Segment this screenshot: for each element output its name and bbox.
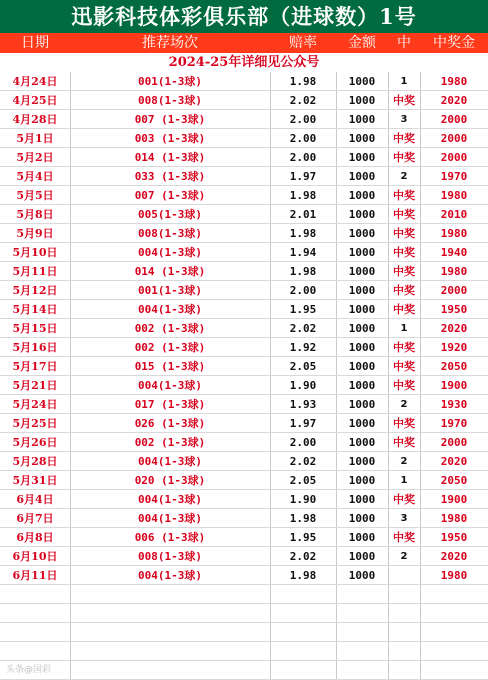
table-row: [0, 414, 488, 433]
cell-prize: 2000: [440, 436, 468, 449]
table-row: [0, 452, 488, 471]
cell-match: 004(1-3球): [138, 569, 202, 582]
header-hit: 中: [397, 35, 411, 51]
cell-prize: 1950: [440, 303, 468, 316]
cell-hit: 中奖: [393, 151, 415, 164]
cell-amount: 1000: [348, 303, 376, 316]
cell-prize: 2000: [440, 113, 468, 126]
cell-amount: 1000: [348, 455, 376, 468]
cell-date: 5月11日: [12, 265, 58, 278]
cell-date: 4月25日: [12, 94, 58, 107]
cell-odds: 2.01: [289, 208, 317, 221]
table-header: [0, 33, 488, 53]
table-row: [0, 72, 488, 91]
cell-match: 003 (1-3球): [134, 132, 206, 145]
cell-date: 5月17日: [12, 360, 58, 373]
cell-odds: 2.02: [289, 550, 317, 563]
cell-match: 002 (1-3球): [134, 341, 206, 354]
cell-odds: 1.95: [289, 531, 317, 544]
cell-prize: 2020: [440, 550, 468, 563]
cell-prize: 1930: [440, 398, 468, 411]
cell-hit: 中奖: [393, 132, 415, 145]
cell-hit: 中奖: [393, 246, 415, 259]
cell-amount: 1000: [348, 436, 376, 449]
cell-amount: 1000: [348, 246, 376, 259]
cell-odds: 1.94: [289, 246, 317, 259]
cell-hit: 2: [400, 551, 408, 562]
cell-prize: 1920: [440, 341, 468, 354]
cell-prize: 2000: [440, 151, 468, 164]
empty-row: [0, 585, 488, 604]
cell-prize: 1980: [440, 227, 468, 240]
subtitle: 2024-25年详细见公众号: [168, 55, 320, 70]
table-row: [0, 262, 488, 281]
cell-odds: 2.02: [289, 322, 317, 335]
cell-odds: 1.93: [289, 398, 317, 411]
table-row: [0, 395, 488, 414]
header-amount: 金额: [348, 35, 376, 51]
cell-odds: 1.95: [289, 303, 317, 316]
table-row: [0, 319, 488, 338]
cell-prize: 2020: [440, 94, 468, 107]
cell-amount: 1000: [348, 474, 376, 487]
cell-amount: 1000: [348, 189, 376, 202]
cell-prize: 2050: [440, 360, 468, 373]
cell-hit: 1: [400, 475, 408, 486]
table-row: [0, 338, 488, 357]
cell-prize: 2010: [440, 208, 468, 221]
cell-match: 004(1-3球): [138, 379, 202, 392]
cell-hit: 1: [400, 323, 408, 334]
cell-odds: 1.90: [289, 493, 317, 506]
table-row: [0, 205, 488, 224]
cell-date: 5月2日: [16, 151, 54, 164]
cell-match: 026 (1-3球): [134, 417, 206, 430]
cell-amount: 1000: [348, 531, 376, 544]
cell-date: 5月15日: [12, 322, 58, 335]
cell-amount: 1000: [348, 284, 376, 297]
cell-hit: 中奖: [393, 360, 415, 373]
cell-date: 5月10日: [12, 246, 58, 259]
cell-date: 5月4日: [16, 170, 54, 183]
cell-match: 006 (1-3球): [134, 531, 206, 544]
cell-match: 008(1-3球): [138, 550, 202, 563]
cell-hit: 中奖: [393, 94, 415, 107]
cell-odds: 1.98: [289, 75, 317, 88]
cell-odds: 1.90: [289, 379, 317, 392]
cell-hit: 中奖: [393, 227, 415, 240]
cell-hit: 2: [400, 456, 408, 467]
cell-hit: 2: [400, 171, 408, 182]
cell-hit: 中奖: [393, 208, 415, 221]
cell-odds: 2.05: [289, 360, 317, 373]
table-row: [0, 186, 488, 205]
cell-prize: 2000: [440, 132, 468, 145]
cell-match: 015 (1-3球): [134, 360, 206, 373]
cell-odds: 1.98: [289, 227, 317, 240]
empty-row: [0, 642, 488, 661]
cell-odds: 1.98: [289, 512, 317, 525]
empty-row: [0, 623, 488, 642]
cell-hit: 中奖: [393, 493, 415, 506]
cell-odds: 1.97: [289, 170, 317, 183]
cell-amount: 1000: [348, 398, 376, 411]
cell-amount: 1000: [348, 569, 376, 582]
cell-amount: 1000: [348, 322, 376, 335]
table-row: [0, 547, 488, 566]
cell-date: 5月24日: [12, 398, 58, 411]
cell-amount: 1000: [348, 94, 376, 107]
cell-match: 002 (1-3球): [134, 322, 206, 335]
table-row: [0, 148, 488, 167]
cell-amount: 1000: [348, 550, 376, 563]
cell-hit: 2: [400, 399, 408, 410]
cell-odds: 2.00: [289, 132, 317, 145]
cell-match: 007 (1-3球): [134, 189, 206, 202]
table-row: [0, 490, 488, 509]
page-title: 迅影科技体彩俱乐部（进球数）1号: [0, 0, 488, 33]
cell-amount: 1000: [348, 265, 376, 278]
cell-odds: 2.00: [289, 436, 317, 449]
cell-amount: 1000: [348, 227, 376, 240]
table-row: [0, 167, 488, 186]
table-row: [0, 566, 488, 585]
cell-match: 017 (1-3球): [134, 398, 206, 411]
cell-match: 004(1-3球): [138, 493, 202, 506]
table-row: [0, 357, 488, 376]
cell-prize: 1940: [440, 246, 468, 259]
cell-date: 4月24日: [12, 75, 58, 88]
cell-date: 5月1日: [16, 132, 54, 145]
cell-hit: 中奖: [393, 303, 415, 316]
cell-odds: 2.00: [289, 113, 317, 126]
cell-prize: 1980: [440, 512, 468, 525]
header-match: 推荐场次: [142, 35, 198, 51]
cell-odds: 2.05: [289, 474, 317, 487]
cell-date: 5月25日: [12, 417, 58, 430]
cell-match: 002 (1-3球): [134, 436, 206, 449]
table-row: [0, 110, 488, 129]
header-odds: 赔率: [289, 35, 317, 51]
table-row: [0, 243, 488, 262]
cell-amount: 1000: [348, 151, 376, 164]
cell-hit: 中奖: [393, 284, 415, 297]
table-row: [0, 91, 488, 110]
cell-amount: 1000: [348, 75, 376, 88]
table-row: [0, 509, 488, 528]
cell-amount: 1000: [348, 379, 376, 392]
cell-amount: 1000: [348, 113, 376, 126]
header-prize: 中奖金: [433, 35, 475, 51]
cell-date: 5月8日: [16, 208, 54, 221]
cell-odds: 2.02: [289, 94, 317, 107]
cell-hit: 中奖: [393, 417, 415, 430]
table-row: [0, 300, 488, 319]
cell-date: 6月10日: [12, 550, 58, 563]
cell-match: 008(1-3球): [138, 227, 202, 240]
cell-match: 007 (1-3球): [134, 113, 206, 126]
cell-amount: 1000: [348, 360, 376, 373]
cell-date: 5月12日: [12, 284, 58, 297]
cell-amount: 1000: [348, 170, 376, 183]
cell-hit: 中奖: [393, 436, 415, 449]
cell-hit: 3: [400, 513, 408, 524]
cell-date: 4月28日: [12, 113, 58, 126]
cell-hit: 中奖: [393, 379, 415, 392]
cell-match: 004(1-3球): [138, 303, 202, 316]
table-row: [0, 471, 488, 490]
cell-prize: 1950: [440, 531, 468, 544]
cell-match: 004(1-3球): [138, 246, 202, 259]
cell-amount: 1000: [348, 493, 376, 506]
cell-odds: 1.97: [289, 417, 317, 430]
cell-amount: 1000: [348, 132, 376, 145]
table-row: [0, 281, 488, 300]
cell-hit: 中奖: [393, 341, 415, 354]
cell-amount: 1000: [348, 208, 376, 221]
cell-date: 6月8日: [16, 531, 54, 544]
cell-amount: 1000: [348, 417, 376, 430]
cell-amount: 1000: [348, 341, 376, 354]
cell-prize: 2020: [440, 455, 468, 468]
cell-hit: 中奖: [393, 189, 415, 202]
cell-odds: 2.02: [289, 455, 317, 468]
cell-date: 6月7日: [16, 512, 54, 525]
cell-hit: 3: [400, 114, 408, 125]
cell-prize: 1970: [440, 417, 468, 430]
cell-date: 5月9日: [16, 227, 54, 240]
cell-prize: 1970: [440, 170, 468, 183]
header-date: 日期: [21, 35, 49, 51]
cell-prize: 1980: [440, 189, 468, 202]
cell-odds: 1.92: [289, 341, 317, 354]
cell-odds: 1.98: [289, 569, 317, 582]
cell-date: 5月21日: [12, 379, 58, 392]
cell-amount: 1000: [348, 512, 376, 525]
cell-date: 5月31日: [12, 474, 58, 487]
table-row: [0, 528, 488, 547]
cell-match: 020 (1-3球): [134, 474, 206, 487]
cell-odds: 1.98: [289, 265, 317, 278]
cell-date: 5月16日: [12, 341, 58, 354]
cell-match: 014 (1-3球): [134, 151, 206, 164]
cell-match: 004(1-3球): [138, 512, 202, 525]
cell-date: 6月4日: [16, 493, 54, 506]
cell-hit: [388, 566, 420, 585]
cell-match: 014 (1-3球): [134, 265, 206, 278]
cell-odds: 2.00: [289, 151, 317, 164]
cell-odds: 1.98: [289, 189, 317, 202]
cell-match: 008(1-3球): [138, 94, 202, 107]
cell-prize: 1980: [440, 75, 468, 88]
cell-odds: 2.00: [289, 284, 317, 297]
cell-match: 001(1-3球): [138, 75, 202, 88]
cell-date: 5月5日: [16, 189, 54, 202]
cell-prize: 1900: [440, 493, 468, 506]
empty-row: [0, 604, 488, 623]
cell-prize: 1980: [440, 265, 468, 278]
cell-hit: 中奖: [393, 265, 415, 278]
cell-match: 001(1-3球): [138, 284, 202, 297]
cell-date: 5月26日: [12, 436, 58, 449]
table-row: [0, 376, 488, 395]
cell-prize: 1900: [440, 379, 468, 392]
cell-date: 5月28日: [12, 455, 58, 468]
cell-prize: 2000: [440, 284, 468, 297]
table-row: [0, 433, 488, 452]
cell-hit: 1: [400, 76, 408, 87]
table-row: [0, 129, 488, 148]
cell-prize: 2050: [440, 474, 468, 487]
watermark: 头条@国彩: [6, 665, 52, 675]
cell-match: 033 (1-3球): [134, 170, 206, 183]
cell-date: 6月11日: [12, 569, 58, 582]
cell-match: 005(1-3球): [138, 208, 202, 221]
results-table: [0, 72, 488, 679]
cell-prize: 2020: [440, 322, 468, 335]
cell-prize: 1980: [440, 569, 468, 582]
table-row: [0, 224, 488, 243]
cell-match: 004(1-3球): [138, 455, 202, 468]
cell-date: 5月14日: [12, 303, 58, 316]
cell-hit: 中奖: [393, 531, 415, 544]
empty-row: [0, 661, 488, 680]
